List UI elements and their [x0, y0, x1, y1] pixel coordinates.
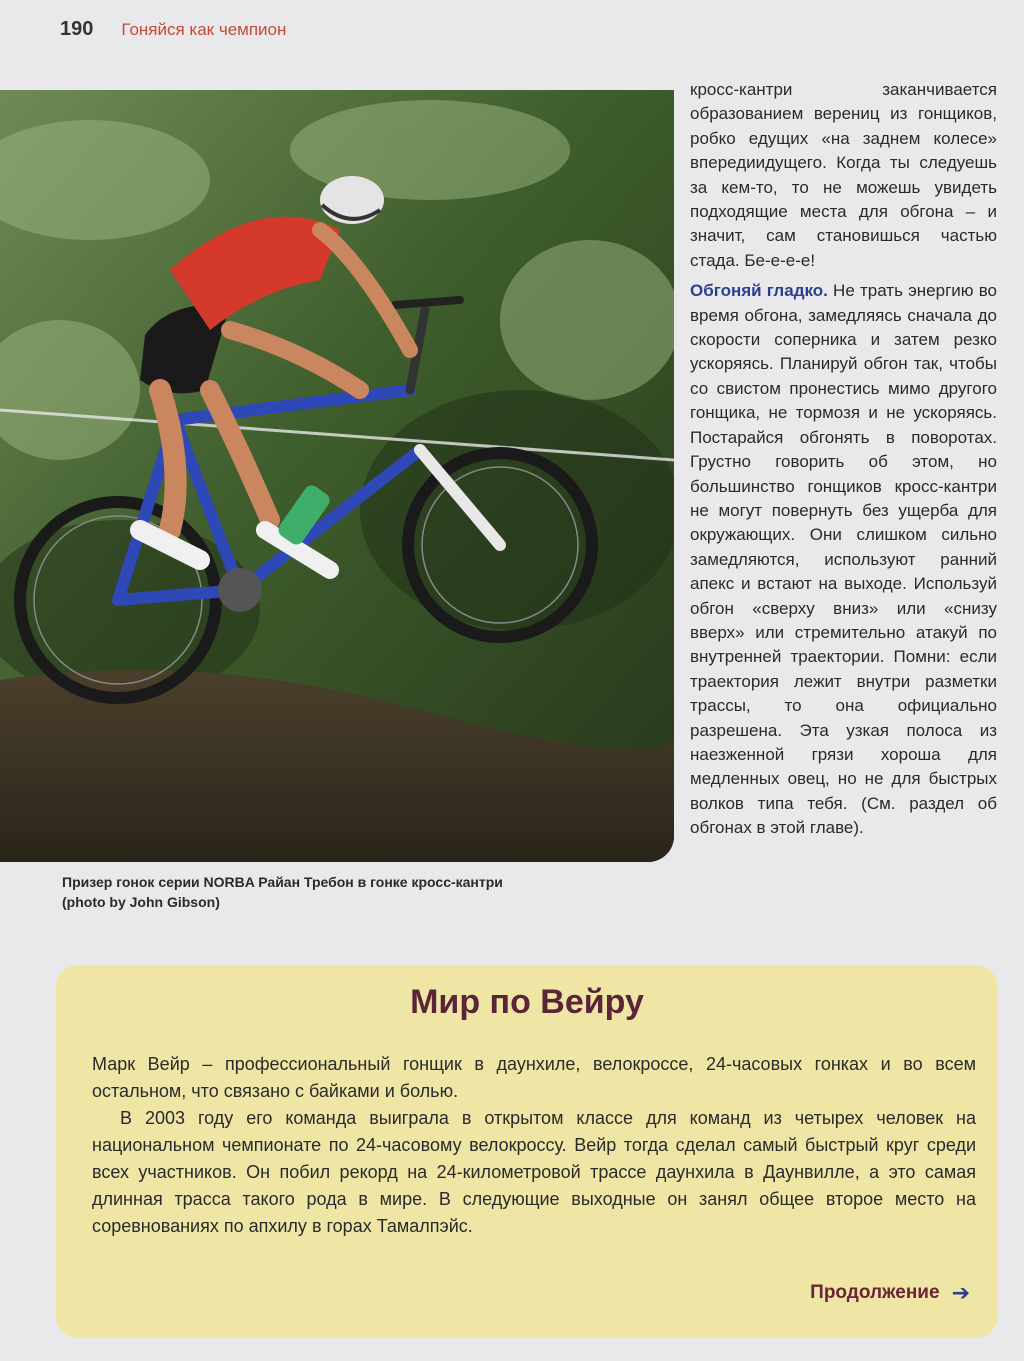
running-title: Гоняйся как чемпион	[121, 20, 287, 39]
photo-illustration	[0, 90, 674, 862]
lead-in-heading: Обгоняй гладко.	[690, 281, 828, 301]
caption-credit: (photo by John Gibson)	[62, 894, 220, 910]
cyclist-photo	[0, 90, 674, 862]
photo-caption	[62, 872, 674, 912]
paragraph-body: Не трать энергию во время обгона, замедляясь сначала до скорости соперника и затем резко ускоряясь. Планируй обгон так, чтобы со свистом пронестись мимо другого гонщика, не тормозя и не ускоряясь. Постарайся обгонять в поворотах. Грустно говорить об этом, но большинство гонщиков кросс-кантри не могут повернуть без ущерба для окружающих. Они слишком сильно замедляются, используют ранний апекс и встают на выходе. Используй обгон «сверху вниз» или «снизу вверх» или стремительно атакуй по внутренней траектории. Помни: если траектория лежит внутри разметки трассы, то она официально разрешена. Эта узкая полоса из наезженной грязи хороша для медленных овец, но не для быстрых волков типа тебя. (См. раздел об обгонах в этой главе).	[690, 281, 997, 838]
sidebar-title: Мир по Вейру	[410, 983, 644, 1021]
arrow-right-icon: ➔	[951, 1280, 970, 1305]
sidebar-box	[56, 965, 998, 1338]
sidebar-paragraph: В 2003 году его команда выиграла в открытом классе для команд из четырех человек на национальном чемпионате по 24-часовому велокроссу. Вейр тогда сделал самый быстрый круг среди всех участников. Он побил рекорд на 24-километровой трассе даунхила в Даунвилле, а это самая длинная трасса такого рода в мире. В следующие выходные он занял общее второе место на соревнованиях по апхилу в горах Тамалпэйс.	[92, 1108, 976, 1236]
page-number: 190	[60, 18, 94, 40]
text-column	[690, 78, 997, 841]
continue-link[interactable]	[810, 1282, 970, 1304]
page-header	[60, 18, 286, 48]
caption-line: Призер гонок серии NORBA Райан Требон в гонке кросс-кантри	[62, 874, 503, 890]
sidebar-paragraph: Марк Вейр – профессиональный гонщик в даунхиле, велокроссе, 24-часовых гонках и во всем остальном, что связано с байками и болью.	[92, 1054, 976, 1101]
sidebar-body	[92, 1051, 976, 1240]
paragraph: кросс-кантри заканчивается образованием верениц из гонщиков, робко едущих «на заднем колесе» впередиидущего. Когда ты следуешь за кем-то, то не можешь увидеть подходящие места для обгона – и значит, сам становишься частью стада. Бе-е-е-е!	[690, 80, 997, 270]
paragraph-passing	[690, 279, 997, 840]
continue-label: Продолжение	[810, 1282, 940, 1303]
